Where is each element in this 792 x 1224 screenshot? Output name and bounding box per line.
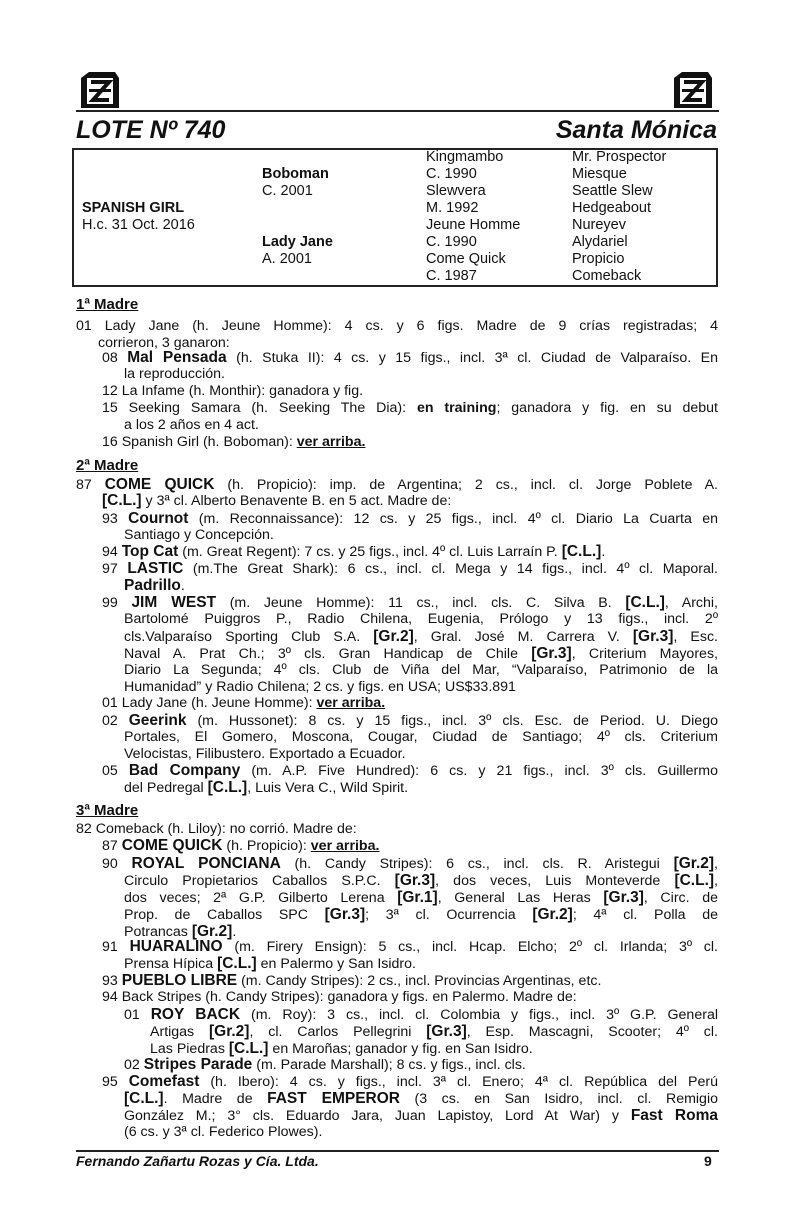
race-grade: [Gr.3] xyxy=(324,906,366,923)
text-line xyxy=(102,400,718,417)
dam-name: Lady Jane xyxy=(262,234,333,250)
text-run: 01 Lady Jane (h. Jeune Homme): 4 cs. y 6 figs. Madre de 9 crías registradas; 4 xyxy=(76,318,718,334)
text-line xyxy=(124,645,718,663)
pedigree-gen3-cell: Kingmambo xyxy=(426,149,504,165)
text-run: 02 xyxy=(102,713,129,729)
text-run: , Archi, xyxy=(664,595,718,611)
text-run: del Pedregal xyxy=(124,780,208,796)
text-run: Bartolomé Puiggros P., Radio Chilena, Eugenia, Prólogo y 13 figs., incl. 2º xyxy=(124,611,718,627)
text-run: . xyxy=(232,924,237,940)
text-run: , General Las Heras xyxy=(437,890,604,906)
text-run: Santiago y Concepción. xyxy=(124,527,274,543)
race-grade: [C.L.] xyxy=(217,955,257,972)
text-line xyxy=(102,383,718,400)
horse-name: Cournot xyxy=(128,510,189,527)
text-run: en Palermo y San Isidro. xyxy=(256,956,416,972)
pedigree-gen3-cell: Come Quick xyxy=(426,251,506,267)
horse-info: H.c. 31 Oct. 2016 xyxy=(82,217,195,233)
horse-name: PUEBLO LIBRE xyxy=(121,972,238,989)
text-line xyxy=(102,349,718,367)
horse-name: Fast Roma xyxy=(630,1107,718,1124)
pedigree-gen4-cell: Hedgeabout xyxy=(572,200,652,216)
text-line xyxy=(124,729,718,746)
text-run: 93 xyxy=(102,511,129,527)
pedigree-gen4-cell: Mr. Prospector xyxy=(572,149,667,165)
status-text: en training xyxy=(416,400,497,416)
text-run: corrieron, 3 ganaron: xyxy=(98,335,230,351)
text-run: 95 xyxy=(102,1074,129,1090)
text-line xyxy=(124,1006,718,1024)
text-line xyxy=(102,695,718,712)
pedigree-gen3-cell: C. 1990 xyxy=(426,234,477,250)
race-grade: [C.L.] xyxy=(561,543,602,560)
text-run: . Madre de xyxy=(163,1091,268,1107)
stud-name: Santa Mónica xyxy=(555,116,717,144)
text-run: (m. Jeune Homme): 11 cs., incl. cls. C. Silva B. xyxy=(216,595,626,611)
horse-name: JIM WEST xyxy=(131,594,217,611)
text-run: 08 xyxy=(102,350,128,366)
pedigree-gen4-cell: Alydariel xyxy=(572,234,628,250)
pedigree-gen3-cell: C. 1987 xyxy=(426,268,477,284)
text-run: Portales, El Gomero, Moscona, Cougar, Ciudad de Santiago; 4º cls. Criterium xyxy=(124,729,718,745)
text-line xyxy=(124,527,718,544)
pedigree-gen4-cell: Nureyev xyxy=(572,217,626,233)
text-run: González M.; 3° cls. Eduardo Jara, Juan Lapistoy, Lord At War) y xyxy=(124,1108,631,1124)
text-line xyxy=(124,577,718,595)
text-run: 94 Back Stripes (h. Candy Stripes): ganadora y figs. en Palermo. Madre de: xyxy=(102,989,577,1005)
race-grade: [Gr.3] xyxy=(531,645,572,662)
text-line xyxy=(124,417,718,434)
text-run: Potrancas xyxy=(124,924,192,940)
text-run: la reproducción. xyxy=(124,366,225,382)
race-grade: [Gr.2] xyxy=(673,855,715,872)
brand-logo-right xyxy=(670,68,716,110)
text-run: Humanidad” y Radio Chilena; 2 cs. y figs. en USA; US$33.891 xyxy=(124,679,516,695)
text-run: (m. Candy Stripes): 2 cs., incl. Provincias Argentinas, etc. xyxy=(237,973,602,989)
text-run: 01 xyxy=(124,1007,151,1023)
text-run: Las Piedras xyxy=(150,1041,229,1057)
pedigree-table xyxy=(72,148,718,287)
pedigree-gen3-cell: Slewvera xyxy=(426,183,486,199)
text-line xyxy=(102,855,718,873)
text-line xyxy=(124,611,718,628)
text-line xyxy=(102,938,718,956)
race-grade: [Gr.2] xyxy=(191,923,233,940)
text-run: (h. Propicio): xyxy=(222,838,311,854)
race-grade: [Gr.3] xyxy=(426,1023,467,1040)
text-run: (m.The Great Shark): 6 cs., incl. cl. Mega y 14 figs., incl. 4º cl. Maporal. xyxy=(183,561,718,577)
text-run: , dos veces, Luis Monteverde xyxy=(435,873,675,889)
horse-name: COME QUICK xyxy=(104,476,215,493)
text-line xyxy=(102,594,718,612)
text-run: en Maroñas; ganador y fig. en San Isidro. xyxy=(268,1041,533,1057)
horse-name: Padrillo xyxy=(124,577,181,594)
text-run: (h. Ibero): 4 cs. y figs., incl. 3ª cl. Enero; 4ª cl. República del Perú xyxy=(199,1074,718,1090)
section-third-dam: 3ª Madre xyxy=(76,802,139,819)
text-line xyxy=(76,318,718,335)
text-line xyxy=(124,628,718,646)
race-grade: [C.L.] xyxy=(625,594,665,611)
text-run: (m. Firery Ensign): 5 cs., incl. Hcap. Elcho; 2º cl. Irlanda; 3º cl. xyxy=(222,939,718,955)
sire-name: Boboman xyxy=(262,166,329,182)
race-grade: [C.L.] xyxy=(102,492,142,509)
text-run: , Luis Vera C., Wild Spirit. xyxy=(247,780,409,796)
race-grade: [Gr.2] xyxy=(532,906,573,923)
pedigree-gen4-cell: Comeback xyxy=(572,268,642,284)
horse-name: SPANISH GIRL xyxy=(82,200,185,216)
cross-reference: ver arriba. xyxy=(296,434,366,450)
text-run: 02 xyxy=(124,1057,144,1073)
text-line xyxy=(102,762,718,780)
footer-rule xyxy=(76,1150,719,1152)
race-grade: [Gr.3] xyxy=(603,889,644,906)
text-run: (m. Roy): 3 cs., incl. cl. Colombia y figs., incl. 3º G.P. General xyxy=(240,1007,718,1023)
text-run: 01 Lady Jane (h. Jeune Homme): xyxy=(102,695,317,711)
text-line xyxy=(124,906,718,924)
footer-company: Fernando Zañartu Rozas y Cía. Ltda. xyxy=(76,1153,319,1169)
text-run: (m. Hussonet): 8 cs. y 15 figs., incl. 3º cls. Esc. de Period. U. Diego xyxy=(186,713,718,729)
text-run: 90 xyxy=(102,856,132,872)
pedigree-gen3-cell: Jeune Homme xyxy=(426,217,521,233)
horse-name: COME QUICK xyxy=(121,837,223,854)
race-grade: [Gr.3] xyxy=(632,628,674,645)
pedigree-gen3-cell: C. 1990 xyxy=(426,166,477,182)
text-run: , xyxy=(714,856,718,872)
text-run: 91 xyxy=(102,939,130,955)
race-grade: [Gr.2] xyxy=(208,1023,250,1040)
text-run: , Circ. de xyxy=(643,890,719,906)
text-run: Naval A. Prat Ch.; 3º cls. Gran Handicap de Chile xyxy=(124,646,532,662)
text-run: ; 4ª cl. Polla de xyxy=(572,907,718,923)
text-line xyxy=(102,543,718,561)
horse-name: HUARALINO xyxy=(129,938,223,955)
sire-info: C. 2001 xyxy=(262,183,313,199)
pedigree-gen4-cell: Miesque xyxy=(572,166,627,182)
text-run: , Gral. José M. Carrera V. xyxy=(413,629,633,645)
text-run: 15 Seeking Samara (h. Seeking The Dia): xyxy=(102,400,417,416)
text-run: (h. Stuka II): 4 cs. y 15 figs., incl. 3ª cl. Ciudad de Valparaíso. En xyxy=(226,350,718,366)
section-second-dam: 2ª Madre xyxy=(76,457,139,474)
text-run: ; ganadora y fig. en su debut xyxy=(496,400,719,416)
horse-name: Bad Company xyxy=(128,762,241,779)
text-run: 87 xyxy=(76,477,105,493)
text-run: (m. Parade Marshall); 8 cs. y figs., incl. cls. xyxy=(252,1057,526,1073)
text-line xyxy=(124,779,718,797)
text-run: dos veces; 2ª G.P. Gilberto Lerena xyxy=(124,890,398,906)
text-run: (3 cs. en San Isidro, incl. cl. Remigio xyxy=(399,1091,718,1107)
text-run: a los 2 años en 4 act. xyxy=(124,417,259,433)
text-line xyxy=(102,492,718,510)
text-run: y 3ª cl. Alberto Benavente B. en 5 act. Madre de: xyxy=(141,493,452,509)
pedigree-gen3-cell: M. 1992 xyxy=(426,200,479,216)
brand-logo-left xyxy=(77,68,123,110)
text-run: Prensa Hípica xyxy=(124,956,218,972)
text-line xyxy=(124,955,718,973)
race-grade: [C.L.] xyxy=(228,1040,269,1057)
text-line xyxy=(150,1023,718,1041)
text-line xyxy=(124,1056,718,1074)
dam-info: A. 2001 xyxy=(262,251,312,267)
text-line xyxy=(102,560,718,578)
lot-number: LOTE Nº 740 xyxy=(76,116,226,144)
text-line xyxy=(124,1124,718,1141)
text-run: , Esc. xyxy=(673,629,718,645)
horse-name: LASTIC xyxy=(127,560,184,577)
text-line xyxy=(102,837,718,855)
text-run: 82 Comeback (h. Liloy): no corrió. Madre de: xyxy=(76,821,357,837)
cross-reference: ver arriba. xyxy=(310,838,380,854)
race-grade: [Gr.2] xyxy=(373,628,414,645)
text-line xyxy=(76,821,718,838)
horse-name: Mal Pensada xyxy=(127,349,227,366)
page-number: 9 xyxy=(704,1153,712,1169)
section-first-dam: 1ª Madre xyxy=(76,296,139,313)
text-run: Prop. de Caballos SPC xyxy=(124,907,325,923)
text-run: (m. A.P. Five Hundred): 6 cs. y 21 figs., incl. 3º cls. Guillermo xyxy=(240,763,718,779)
text-run: 05 xyxy=(102,763,129,779)
text-line xyxy=(102,989,718,1006)
text-line xyxy=(102,712,718,730)
text-run: ; 3ª cl. Ocurrencia xyxy=(365,907,533,923)
text-line xyxy=(102,972,718,990)
text-line xyxy=(124,746,718,763)
text-line xyxy=(124,662,718,679)
text-line xyxy=(124,1107,718,1125)
race-grade: [Gr.3] xyxy=(394,872,436,889)
text-run: . xyxy=(601,544,606,560)
text-run: , xyxy=(714,873,718,889)
horse-name: ROYAL PONCIANA xyxy=(131,855,281,872)
horse-name: Top Cat xyxy=(121,543,179,560)
text-run: Diario La Segunda; 4º cls. Club de Viña del Mar, “Valparaíso, Patrimonio de la xyxy=(124,662,718,678)
text-line xyxy=(102,434,718,451)
race-grade: [C.L.] xyxy=(207,779,248,796)
text-run: cls.Valparaíso Sporting Club S.A. xyxy=(124,629,374,645)
text-run: 99 xyxy=(102,595,132,611)
text-run: Velocistas, Filibustero. Exportado a Ecuador. xyxy=(124,746,406,762)
pedigree-gen4-cell: Propicio xyxy=(572,251,625,267)
text-run: (6 cs. y 3ª cl. Federico Plowes). xyxy=(124,1124,323,1140)
cross-reference: ver arriba. xyxy=(316,695,386,711)
text-run: 94 xyxy=(102,544,122,560)
text-line xyxy=(124,872,718,890)
text-run: (m. Reconnaissance): 12 cs. y 25 figs., incl. 4º cl. Diario La Cuarta en xyxy=(188,511,718,527)
text-run: Circulo Propietarios Caballos S.P.C. xyxy=(124,873,395,889)
text-run: , cl. Carlos Pellegrini xyxy=(249,1024,427,1040)
horse-name: Stripes Parade xyxy=(143,1056,253,1073)
text-line xyxy=(102,1073,718,1091)
race-grade: [C.L.] xyxy=(124,1090,164,1107)
text-line xyxy=(124,1090,718,1108)
text-run: (m. Great Regent): 7 cs. y 25 figs., incl. 4º cl. Luis Larraín P. xyxy=(178,544,562,560)
horse-name: Comefast xyxy=(128,1073,200,1090)
text-line xyxy=(124,679,718,696)
text-run: (h. Propicio): imp. de Argentina; 2 cs., incl. cl. Jorge Poblete A. xyxy=(214,477,718,493)
horse-name: Geerink xyxy=(128,712,187,729)
horse-name: FAST EMPEROR xyxy=(267,1090,400,1107)
text-line xyxy=(124,889,718,907)
text-run: Artigas xyxy=(150,1024,209,1040)
text-run: 12 La Infame (h. Monthir): ganadora y fig. xyxy=(102,383,364,399)
header-rule xyxy=(76,110,719,112)
text-run: 93 xyxy=(102,973,122,989)
text-line xyxy=(124,366,718,383)
text-run: (h. Candy Stripes): 6 cs., incl. cls. R. Aristegui xyxy=(280,856,674,872)
lot-header xyxy=(76,116,717,146)
text-line xyxy=(102,510,718,528)
race-grade: [C.L.] xyxy=(674,872,715,889)
race-grade: [Gr.1] xyxy=(397,889,438,906)
text-run: 87 xyxy=(102,838,122,854)
text-run: 16 Spanish Girl (h. Boboman): xyxy=(102,434,297,450)
pedigree-gen4-cell: Seattle Slew xyxy=(572,183,653,199)
text-run: , Criterium Mayores, xyxy=(571,646,718,662)
text-run: 97 xyxy=(102,561,128,577)
horse-name: ROY BACK xyxy=(150,1006,241,1023)
text-run: , Esp. Mascagni, Scooter; 4º cl. xyxy=(466,1024,718,1040)
text-run: . xyxy=(180,578,185,594)
